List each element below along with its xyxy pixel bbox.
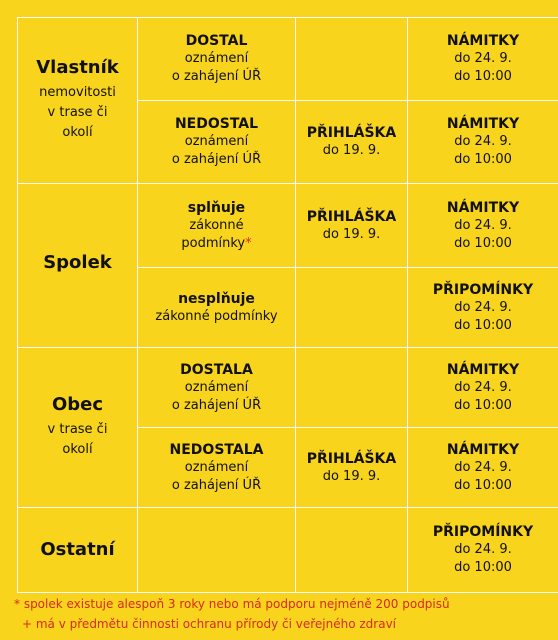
condition-detail: oznámení (184, 379, 249, 395)
group-spolek (18, 184, 138, 348)
action-deadline-time: do 10:00 (454, 397, 512, 413)
action-deadline-time: do 10:00 (454, 152, 512, 167)
procedure-table (17, 17, 558, 593)
footnote-line-1: * spolek existuje alespoň 3 roky nebo má podporu nejméně 200 podpisů (14, 597, 450, 611)
group-vlastnik (18, 18, 138, 184)
action-deadline-date: do 24. 9. (454, 542, 512, 557)
group-subtitle: v trase či (47, 421, 108, 437)
action-cell (408, 18, 558, 101)
action-deadline-time: do 10:00 (454, 560, 512, 575)
group-subtitle: v trase či (47, 104, 108, 120)
group-title: Ostatní (40, 539, 115, 560)
footnote-line-2: + má v předmětu činnosti ochranu přírody či veřejného zdraví (22, 617, 397, 631)
application-label: PŘIHLÁŠKA (306, 125, 397, 141)
action-deadline-time: do 10:00 (454, 477, 512, 493)
condition-detail: oznámení (184, 51, 249, 66)
action-cell (408, 101, 558, 184)
application-cell (296, 428, 408, 508)
application-cell (296, 101, 408, 184)
application-deadline: do 19. 9. (322, 468, 381, 484)
condition-cell (138, 428, 296, 508)
condition-detail: o zahájení ÚŘ (171, 152, 262, 167)
condition-cell (138, 508, 296, 593)
action-label: NÁMITKY (446, 361, 520, 378)
action-label: NÁMITKY (446, 116, 520, 132)
application-label: PŘIHLÁŠKA (306, 208, 397, 225)
condition-cell (138, 101, 296, 184)
condition-detail-with-mark (138, 235, 295, 253)
group-subtitle: nemovitosti (39, 84, 116, 100)
group-obec (18, 348, 138, 508)
condition-cell (138, 268, 296, 348)
action-deadline-time: do 10:00 (454, 69, 512, 84)
action-cell (408, 184, 558, 268)
action-deadline-date: do 24. 9. (454, 459, 512, 475)
application-cell (296, 508, 408, 593)
condition-label: DOSTAL (185, 33, 248, 49)
action-label: NÁMITKY (446, 199, 520, 216)
condition-label: nesplňuje (178, 290, 255, 307)
condition-detail: oznámení (184, 134, 249, 149)
condition-label: DOSTALA (180, 361, 253, 378)
condition-cell (138, 184, 296, 268)
action-cell (408, 428, 558, 508)
table-row (18, 508, 558, 593)
application-deadline: do 19. 9. (322, 143, 381, 158)
application-cell (296, 268, 408, 348)
action-deadline-time: do 10:00 (454, 235, 512, 251)
application-cell (296, 18, 408, 101)
condition-cell (138, 348, 296, 428)
action-deadline-time: do 10:00 (454, 317, 512, 333)
action-deadline-date: do 24. 9. (454, 51, 512, 66)
condition-label: NEDOSTAL (174, 116, 259, 132)
group-title: Spolek (43, 251, 112, 273)
condition-label: splňuje (187, 199, 246, 216)
action-deadline-date: do 24. 9. (454, 299, 512, 315)
action-cell (408, 268, 558, 348)
action-label: PŘIPOMÍNKY (432, 281, 534, 298)
group-ostatni (18, 508, 138, 593)
condition-detail: zákonné podmínky (155, 308, 278, 324)
application-deadline: do 19. 9. (322, 226, 381, 242)
condition-detail: o zahájení ÚŘ (171, 69, 262, 84)
action-deadline-date: do 24. 9. (454, 134, 512, 149)
condition-cell (138, 18, 296, 101)
group-title: Vlastník (36, 56, 119, 78)
action-cell (408, 508, 558, 593)
action-deadline-date: do 24. 9. (454, 379, 512, 395)
action-label: NÁMITKY (446, 33, 520, 49)
condition-detail: o zahájení ÚŘ (171, 397, 262, 413)
table-row (18, 184, 558, 268)
group-title: Obec (51, 393, 104, 415)
condition-label: NEDOSTALA (169, 441, 264, 458)
asterisk-mark: * (245, 235, 252, 251)
group-subtitle: okolí (62, 441, 93, 457)
action-cell (408, 348, 558, 428)
table-row (18, 348, 558, 428)
application-cell (296, 184, 408, 268)
application-cell (296, 348, 408, 428)
application-label: PŘIHLÁŠKA (306, 450, 397, 467)
action-label: PŘIPOMÍNKY (432, 524, 534, 540)
action-label: NÁMITKY (446, 441, 520, 458)
action-deadline-date: do 24. 9. (454, 217, 512, 233)
group-subtitle: okolí (62, 124, 93, 140)
condition-detail: podmínky (181, 235, 246, 251)
condition-detail: o zahájení ÚŘ (171, 477, 262, 493)
condition-detail: oznámení (184, 459, 249, 475)
table-row (18, 18, 558, 101)
condition-detail: zákonné (189, 217, 244, 233)
